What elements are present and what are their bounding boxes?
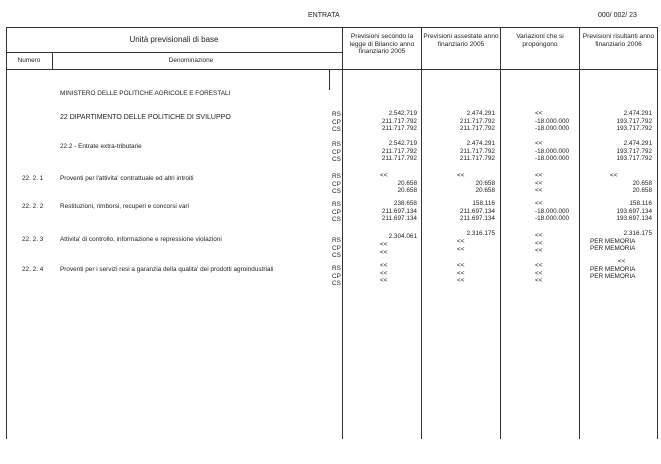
- cell: 20.658: [475, 187, 495, 194]
- cell: 193.697.134: [616, 207, 652, 215]
- cell: 211.697.134: [381, 207, 417, 215]
- cell: PER MEMORIA: [590, 245, 636, 252]
- cell: 20.658: [632, 187, 652, 194]
- cell: 211.717.792: [459, 117, 495, 125]
- row-codes: [332, 111, 341, 134]
- cell: <<: [535, 140, 543, 147]
- cell: <<: [535, 247, 543, 254]
- header-col1: Previsioni secondo la legge di Bilancio anno finanziario 2005: [349, 33, 415, 56]
- header-numero: Numero: [17, 57, 41, 64]
- cell: <<: [380, 241, 388, 248]
- cell: 2.474.291: [623, 110, 652, 117]
- cell: <<: [535, 187, 543, 194]
- cell: <<: [535, 110, 543, 117]
- cell: <<: [457, 172, 465, 179]
- row-numero: 22. 2. 2: [22, 203, 44, 210]
- cell: 2.474.291: [466, 110, 495, 117]
- code-cs: CS: [332, 280, 341, 287]
- row-col2-value: [423, 230, 495, 238]
- cell: <<: [457, 238, 465, 245]
- cell: 20.658: [632, 179, 652, 187]
- row-col3: [535, 262, 542, 285]
- cell: <<: [535, 262, 543, 269]
- cell: <<: [535, 277, 543, 284]
- cell: 211.717.792: [381, 125, 417, 132]
- cell: 211.717.792: [459, 125, 495, 132]
- code-cs: CS: [332, 156, 341, 163]
- row-col2: [423, 180, 495, 195]
- cell: <<: [457, 277, 465, 284]
- row-codes: [332, 201, 341, 224]
- cell: 211.717.792: [381, 117, 417, 125]
- row-denominazione: Proventi per l'attivita' contrattuale ed altri introiti: [60, 175, 194, 182]
- row-denominazione: Restituzioni, rimborsi, recuperi e concorsi vari: [60, 203, 189, 210]
- header-bottom-border: [6, 69, 658, 70]
- row-col4-memoria: [590, 238, 635, 253]
- ministry-title: MINISTERO DELLE POLITICHE AGRICOLE E FORESTALI: [60, 90, 231, 97]
- code-cs: CS: [332, 188, 341, 195]
- row-col1: [345, 110, 417, 133]
- code-cp: CP: [332, 208, 341, 216]
- cell: 158.116: [629, 200, 652, 207]
- cell: 2.316.175: [466, 230, 495, 237]
- cell: 20.658: [397, 179, 417, 187]
- col-divider-4: [579, 27, 580, 439]
- row-denominazione: 22 DIPARTIMENTO DELLE POLITICHE DI SVILUPPO: [60, 114, 231, 121]
- code-rs: RS: [332, 141, 341, 148]
- cell: <<: [380, 248, 388, 256]
- cell: 211.697.134: [459, 215, 495, 222]
- cell: 238.658: [393, 200, 417, 207]
- row-col4: [582, 110, 652, 133]
- row-col4-left: [610, 172, 617, 180]
- row-col4: [582, 180, 652, 195]
- cell: 211.697.134: [459, 207, 495, 215]
- header-unita: Unità previsionali di base: [129, 35, 219, 44]
- cell: 193.717.792: [616, 155, 652, 162]
- row-col4-value: [582, 230, 652, 238]
- row-col1-empty: [380, 241, 387, 256]
- cell: <<: [535, 239, 543, 247]
- row-col4-empty: [618, 258, 625, 266]
- cell: -18.000.000: [535, 207, 570, 215]
- code-rs: RS: [332, 201, 341, 208]
- cell: <<: [535, 232, 543, 239]
- row-codes: [332, 141, 341, 164]
- cell: 2.304.061: [388, 233, 417, 240]
- table-left-border: [6, 27, 7, 439]
- row-denominazione: Attivita' di controllo, informazione e repressione violazioni: [60, 236, 222, 243]
- table-right-border: [657, 27, 658, 439]
- cell: <<: [457, 245, 465, 253]
- code-cp: CP: [332, 180, 341, 188]
- cell: 211.717.792: [459, 147, 495, 155]
- col-divider-codes: [329, 70, 330, 90]
- cell: 2.542.719: [388, 140, 417, 147]
- row-col3: [535, 232, 542, 255]
- row-denominazione: 22.2 - Entrate extra-tributarie: [60, 143, 142, 150]
- cell: <<: [535, 179, 543, 187]
- row-col1: [345, 200, 417, 223]
- cell: 211.697.134: [381, 215, 417, 222]
- row-numero: 22. 2. 3: [22, 236, 44, 243]
- cell: 2.474.291: [466, 140, 495, 147]
- row-col3: [535, 172, 542, 195]
- cell: -18.000.000: [535, 215, 570, 222]
- row-col1: [345, 140, 417, 163]
- cell: 158.116: [472, 200, 495, 207]
- cell: PER MEMORIA: [590, 273, 636, 280]
- row-col2: [457, 262, 464, 285]
- cell: 20.658: [475, 179, 495, 187]
- cell: 193.697.134: [616, 215, 652, 222]
- row-numero: 22. 2. 4: [22, 266, 44, 273]
- row-col3: [535, 200, 569, 223]
- cell: -18.000.000: [535, 155, 570, 162]
- row-col1-value: [345, 233, 417, 241]
- row-col2: [423, 140, 495, 163]
- code-cp: CP: [332, 272, 341, 280]
- code-rs: RS: [332, 111, 341, 118]
- cell: <<: [535, 172, 543, 179]
- header-col3: Variazioni che si propongono: [516, 33, 564, 48]
- cell: <<: [380, 172, 388, 179]
- code-cp: CP: [332, 148, 341, 156]
- cell: 193.717.792: [616, 117, 652, 125]
- section-title: ENTRATA: [308, 12, 340, 19]
- cell: -18.000.000: [535, 147, 570, 155]
- cell: 193.717.792: [616, 125, 652, 132]
- cell: <<: [618, 258, 626, 265]
- row-col3: [535, 140, 569, 163]
- col-divider-2: [421, 27, 422, 439]
- row-numero: 22. 2. 1: [22, 175, 44, 182]
- cell: 193.717.792: [616, 147, 652, 155]
- row-col1: [345, 180, 417, 195]
- row-col3: [535, 110, 569, 133]
- cell: 2.316.175: [623, 230, 652, 237]
- header-col4: Previsioni risultanti anno finanziario 2006: [582, 33, 655, 48]
- cell: 211.717.792: [459, 155, 495, 162]
- cell: -18.000.000: [535, 125, 570, 132]
- code-rs: RS: [332, 237, 341, 244]
- cell: <<: [457, 262, 465, 269]
- cell: 20.658: [397, 187, 417, 194]
- cell: 2.474.291: [623, 140, 652, 147]
- header-denominazione: Denominazione: [168, 57, 214, 64]
- cell: 211.717.792: [381, 155, 417, 162]
- row-col4: [582, 200, 652, 223]
- row-col1: [380, 262, 387, 285]
- row-col2-empty: [457, 238, 464, 253]
- cell: 211.717.792: [381, 147, 417, 155]
- cell: <<: [380, 262, 388, 269]
- code-cs: CS: [332, 252, 341, 259]
- row-codes: [332, 173, 341, 196]
- row-codes: [332, 237, 341, 260]
- cell: PER MEMORIA: [590, 237, 636, 245]
- code-cp: CP: [332, 244, 341, 252]
- cell: <<: [457, 269, 465, 277]
- code-cs: CS: [332, 216, 341, 223]
- col-divider-1: [342, 27, 343, 439]
- row-col4: [582, 140, 652, 163]
- row-col2: [423, 110, 495, 133]
- cell: <<: [535, 269, 543, 277]
- code-cs: CS: [332, 126, 341, 133]
- cell: <<: [535, 200, 543, 207]
- page-code: 000/ 002/ 23: [598, 12, 637, 19]
- table-top-border: [6, 27, 658, 28]
- code-rs: RS: [332, 173, 341, 180]
- cell: <<: [380, 277, 388, 284]
- row-denominazione: Proventi per i servizi resi a garanzia della qualita' dei prodotti agroindustriali: [60, 266, 274, 273]
- row-col4-memoria: [590, 266, 635, 281]
- header-col2: Previsioni assestate anno finanziario 2005: [423, 33, 499, 48]
- cell: <<: [610, 172, 618, 179]
- row-codes: [332, 265, 341, 288]
- row-col2: [423, 200, 495, 223]
- row-col1-left: [380, 172, 387, 180]
- code-rs: RS: [332, 265, 341, 272]
- row-col2-left: [457, 172, 464, 180]
- cell: 2.542.719: [388, 110, 417, 117]
- cell: -18.000.000: [535, 117, 570, 125]
- code-cp: CP: [332, 118, 341, 126]
- subheader-divider: [6, 52, 342, 53]
- col-divider-3: [500, 27, 501, 439]
- cell: <<: [380, 269, 388, 277]
- cell: PER MEMORIA: [590, 265, 636, 273]
